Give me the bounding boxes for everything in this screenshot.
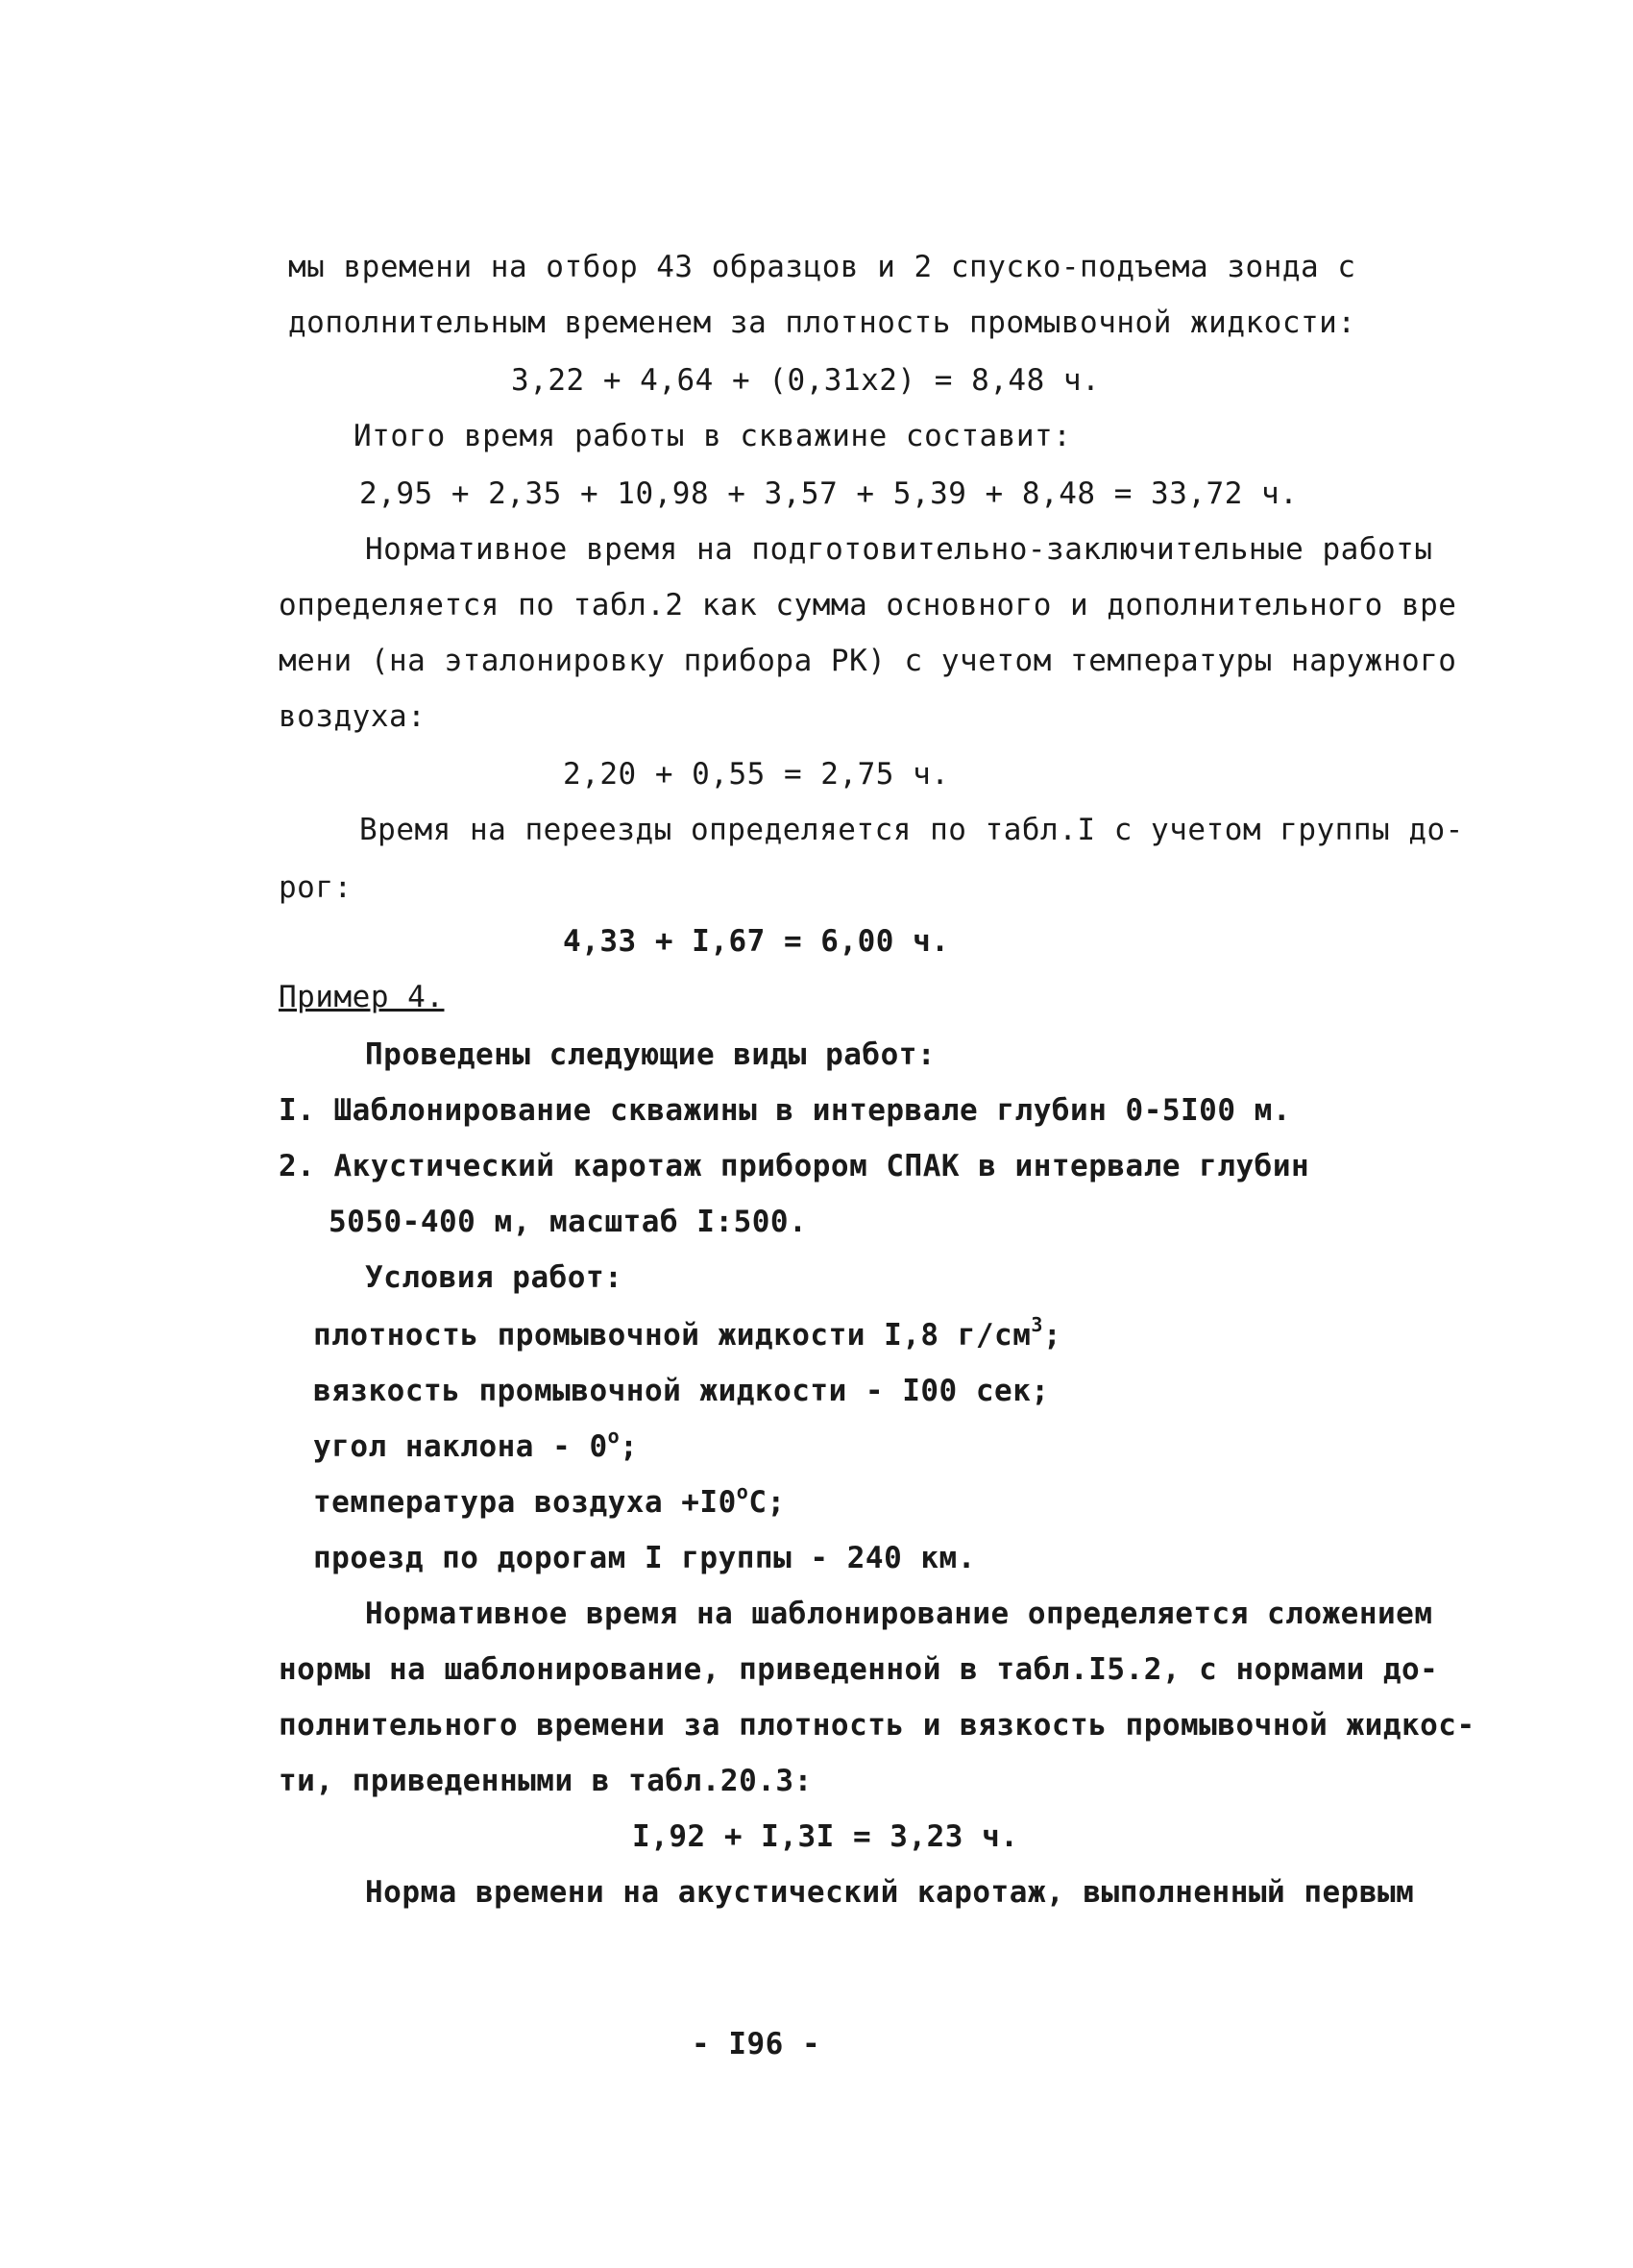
density-tail: ; [1042, 1318, 1062, 1353]
condition-angle [313, 1427, 638, 1466]
formula-line: 2,95 + 2,35 + 10,98 + 3,57 + 5,39 + 8,48 = 33,72 ч. [359, 476, 1299, 511]
formula-line: 4,33 + I,67 = 6,00 ч. [563, 924, 950, 959]
conditions-heading: Условия работ: [365, 1260, 623, 1295]
text-line: Время на переезды определяется по табл.I с учетом группы до- [359, 813, 1464, 847]
text-line: Итого время работы в скважине составит: [353, 419, 1072, 453]
condition-travel: проезд по дорогам I группы - 240 км. [313, 1541, 976, 1575]
text-line: Нормативное время на шаблонирование определяется сложением [365, 1597, 1433, 1631]
text-line: рог: [279, 870, 353, 905]
text-line: дополнительным временем за плотность промывочной жидкости: [288, 305, 1356, 340]
text-line: ти, приведенными в табл.20.3: [279, 1764, 813, 1798]
text-line: мы времени на отбор 43 образцов и 2 спуско-подъема зонда с [288, 250, 1356, 284]
text-line: полнительного времени за плотность и вязкость промывочной жидкос- [279, 1708, 1475, 1743]
formula-line: 3,22 + 4,64 + (0,31х2) = 8,48 ч. [511, 363, 1101, 398]
list-item: 2. Акустический каротаж прибором СПАК в интервале глубин [279, 1149, 1310, 1183]
text-line: Норма времени на акустический каротаж, выполненный первым [365, 1875, 1415, 1910]
text-line: Нормативное время на подготовительно-заключительные работы [365, 532, 1433, 567]
condition-temperature [313, 1480, 786, 1522]
condition-density [313, 1313, 1062, 1354]
example-heading: Пример 4. [279, 980, 445, 1014]
angle-superscript: о [607, 1425, 621, 1448]
list-item-continuation: 5050-400 м, масштаб I:500. [329, 1205, 808, 1239]
text-line: Проведены следующие виды работ: [365, 1037, 937, 1072]
condition-angle-text: угол наклона - 0 [313, 1429, 608, 1464]
density-unit-superscript: 3 [1031, 1313, 1043, 1336]
condition-density-text: плотность промывочной жидкости I,8 г/см [313, 1318, 1032, 1353]
angle-tail: ; [620, 1429, 639, 1464]
text-line: мени (на эталонировку прибора РК) с учетом температуры наружного [279, 644, 1457, 678]
condition-temperature-text: температура воздуха +I0 [313, 1485, 737, 1520]
text-line: нормы на шаблонирование, приведенной в табл.I5.2, с нормами до- [279, 1652, 1439, 1687]
condition-viscosity: вязкость промывочной жидкости - I00 сек; [313, 1374, 1050, 1408]
temperature-superscript: о [736, 1480, 749, 1503]
text-line: определяется по табл.2 как сумма основного и дополнительного вре [279, 588, 1457, 622]
page-number: - I96 - [692, 2027, 821, 2061]
temperature-tail: С; [748, 1485, 786, 1520]
list-item: I. Шаблонирование скважины в интервале глубин 0-5I00 м. [279, 1093, 1291, 1128]
formula-line: I,92 + I,3I = 3,23 ч. [632, 1819, 1019, 1854]
formula-line: 2,20 + 0,55 = 2,75 ч. [563, 757, 950, 792]
text-line: воздуха: [279, 699, 427, 734]
